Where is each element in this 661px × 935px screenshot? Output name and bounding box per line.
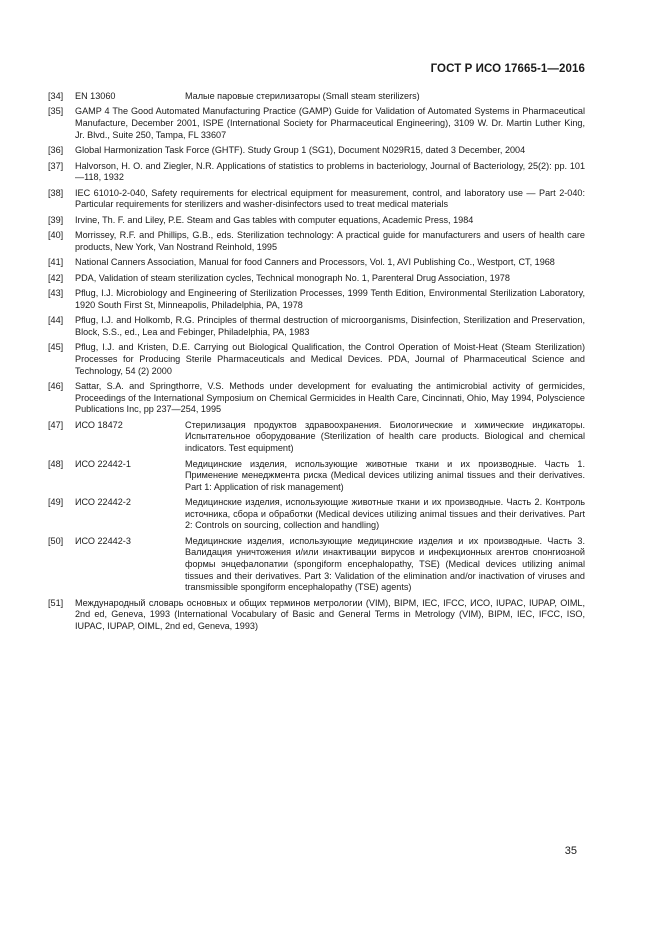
reference-text: Sattar, S.A. and Springthorre, V.S. Methods under development for evaluating the antimicrobial activity of germicides, Proceedings of the International Symposium on Chemical Germicides in Health Care, Cincinnati, Ohio, May 1994, Polyscience Publications Inc, pp 237—254, 1995 <box>75 381 585 415</box>
reference-code: ИСО 22442-3 <box>75 535 131 546</box>
reference-entry <box>48 106 585 141</box>
reference-number: [41] <box>48 257 64 268</box>
reference-entry <box>48 257 585 269</box>
reference-number: [40] <box>48 230 64 241</box>
bibliography-list <box>48 91 585 636</box>
reference-text: PDA, Validation of steam sterilization cycles, Technical monograph No. 1, Parenteral Drug Association, 1978 <box>75 272 510 283</box>
reference-number: [42] <box>48 272 64 283</box>
reference-code: EN 13060 <box>75 91 116 101</box>
reference-entry <box>48 215 585 227</box>
reference-text: Pflug, I.J. Microbiology and Engineering of Sterilization Processes, 1999 Tenth Edition, Environmental Sterilization Laboratory, 1920 South First St, Minneapolis, Philadelphia, PA, 1978 <box>75 288 585 310</box>
reference-number: [39] <box>48 214 64 225</box>
reference-number: [51] <box>48 597 64 608</box>
reference-text: Pflug, I.J. and Kristen, D.E. Carrying out Biological Qualification, the Control Operation of Moist-Heat (Steam Sterilization) Processes for Producing Sterile Pharmaceuticals and Medical Devices. PDA, Journal of Pharmaceutical Science and Technology, 54 (2) 2000 <box>75 342 585 376</box>
reference-number: [47] <box>48 419 64 430</box>
reference-number: [35] <box>48 106 64 117</box>
reference-text: Global Harmonization Task Force (GHTF). Study Group 1 (SG1), Document N029R15, dated 3 December, 2004 <box>75 145 526 156</box>
reference-text: Irvine, Th. F. and Liley, P.E. Steam and Gas tables with computer equations, Academic Press, 1984 <box>75 214 474 225</box>
reference-number: [37] <box>48 160 64 171</box>
reference-title: Малые паровые стерилизаторы (Small steam sterilizers) <box>185 91 420 101</box>
reference-entry <box>48 273 585 285</box>
reference-number: [38] <box>48 187 64 198</box>
reference-entry <box>48 230 585 253</box>
reference-entry <box>48 288 585 311</box>
reference-entry <box>48 188 585 211</box>
reference-entry <box>48 598 585 633</box>
reference-entry <box>48 145 585 157</box>
reference-text: IEC 61010-2-040, Safety requirements for electrical equipment for measurement, control, and laboratory use — Part 2-040: Particular requirements for sterilizers and washer-disinfectors used to treat medical materials <box>75 187 585 210</box>
document-header: ГОСТ Р ИСО 17665-1—2016 <box>430 63 585 75</box>
reference-entry <box>48 315 585 338</box>
page-number: 35 <box>564 845 577 857</box>
reference-title: Медицинские изделия, использующие медицинские изделия и их производные. Часть 3. Валидация уничтожения и/или инактивации вирусов и инфекционных агентов спонгиозной формы энцефалопатии (spongiform encephalopathy, TSE) (Medical devices utilizing animal tissues and their derivatives. Part 3: Validation of the elimination and/or inactivation of viruses and transmissible spongiform encephalopathy (TSE) agents) <box>185 535 585 593</box>
reference-entry-standard <box>48 497 585 532</box>
reference-number: [48] <box>48 458 64 469</box>
reference-number: [44] <box>48 315 64 326</box>
reference-title: Медицинские изделия, использующие животные ткани и их производные. Часть 2. Контроль источника, сбора и обработки (Medical devices utilizing animal tissues and their derivatives. Part 2: Controls on sourcing, collection and handling) <box>185 497 585 531</box>
reference-text: Международный словарь основных и общих терминов метрологии (VIM), BIPM, IEC, IFCC, ИСО, IUPAC, IUPAP, OIML, 2nd ed, Geneva, 1993 (International Vocabulary of Basic and General Terms in Metrology (VIM), BIPM, IEC, IFCC, ISO, IUPAC, IUPAP, OIML, 2nd ed, Geneva, 1993) <box>75 597 585 631</box>
reference-number: [36] <box>48 145 64 156</box>
reference-entry <box>48 342 585 377</box>
reference-title: Медицинские изделия, использующие животные ткани и их производные. Часть 1. Применение менеджмента риска (Medical devices utilizing animal tissues and their derivatives. Part 1: Application of risk management) <box>185 458 585 492</box>
reference-number: [46] <box>48 381 64 392</box>
reference-entry-standard <box>48 459 585 494</box>
reference-title: Стерилизация продуктов здравоохранения. Биологические и химические индикаторы. Испытательное оборудование (Sterilization of health care products. Biological and chemical indicators. Test equipment) <box>185 419 585 454</box>
reference-entry <box>48 381 585 416</box>
reference-number: [50] <box>48 535 64 546</box>
reference-entry <box>48 161 585 184</box>
reference-code: ИСО 22442-1 <box>75 458 131 469</box>
reference-text: Morrissey, R.F. and Phillips, G.B., eds. Sterilization technology: A practical guide for manufacturers and users of health care products, New York, Van Nostrand Reinhold, 1995 <box>75 230 585 252</box>
reference-number: [49] <box>48 497 64 508</box>
reference-number: [34] <box>48 91 64 101</box>
reference-text: Halvorson, H. O. and Ziegler, N.R. Applications of statistics to problems in bacteriology, Journal of Bacteriology, 25(2): pp. 101—118, 1932 <box>75 160 585 183</box>
reference-text: GAMP 4 The Good Automated Manufacturing Practice (GAMP) Guide for Validation of Automated Systems in Pharmaceutical Manufacture, December 2001, ISPE (International Society for Pharmaceutical Engineering), 3109 W. Dr. Martin Luther King, Jr. Blvd., Suite 250, Tampa, FL 33607 <box>75 106 585 140</box>
reference-text: National Canners Association, Manual for food Canners and Processors, Vol. 1, AVI Publishing Co., Westport, CT, 1968 <box>75 257 555 268</box>
reference-entry-standard <box>48 536 585 594</box>
reference-entry-standard <box>48 420 585 455</box>
reference-code: ИСО 18472 <box>75 419 123 430</box>
reference-text: Pflug, I.J. and Holkomb, R.G. Principles of thermal destruction of microorganisms, Disinfection, Sterilization and Preservation, Block, S.S., ed., Lea and Febinger, Philadelphia, PA, 1983 <box>75 315 585 337</box>
reference-code: ИСО 22442-2 <box>75 497 131 508</box>
reference-number: [45] <box>48 342 64 353</box>
reference-entry-standard <box>48 91 585 103</box>
reference-number: [43] <box>48 288 64 299</box>
